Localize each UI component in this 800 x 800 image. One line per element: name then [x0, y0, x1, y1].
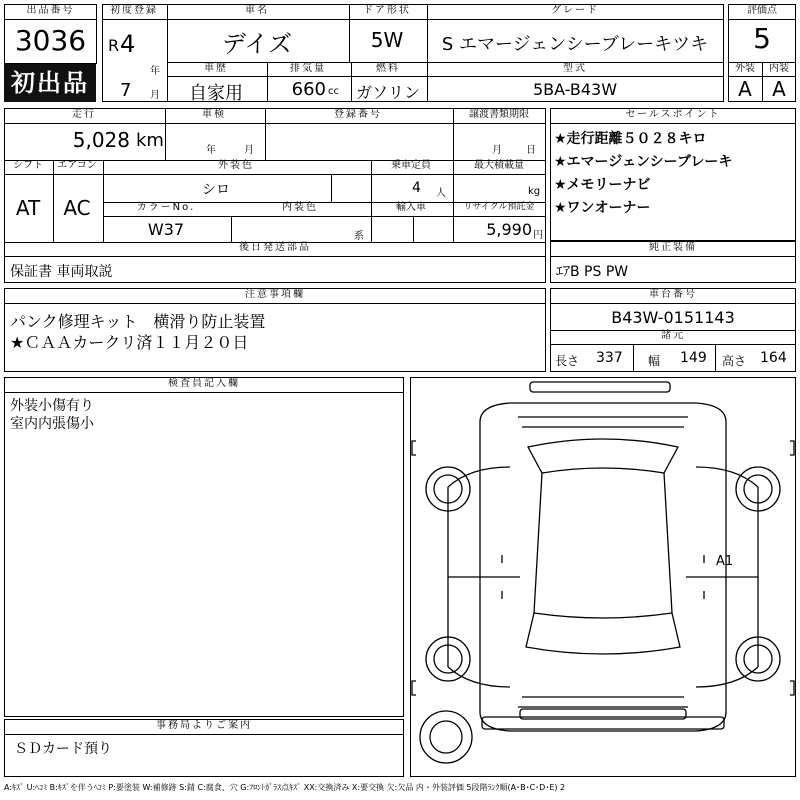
width-label: 幅	[648, 354, 661, 368]
sales-points-label: セールスポイント	[625, 109, 721, 120]
door-type: 5W	[370, 28, 404, 52]
max-load-unit: kg	[528, 186, 541, 197]
capacity-label: 乗車定員	[391, 160, 431, 171]
fuel-value: ガソリン	[355, 83, 420, 102]
legend-text: A:ｷｽﾞ U:ﾍｺﾐ B:ｷｽﾞを伴うﾍｺﾐ P:要塗装 W:補修跡 S:錆 C:腐食、穴 G:ﾌﾛﾝﾄｶﾞﾗｽ点ｷｽﾞ XX:交換済み X:要交換 欠:欠品 内・外装評価 5段階ﾗﾝｸ順(A･B･C･D･E) 2	[4, 783, 566, 792]
era: R	[108, 36, 120, 55]
displacement-unit: cc	[328, 86, 339, 97]
grade-value: S エマージェンシーブレーキツキ	[441, 34, 709, 55]
transfer-day-unit: 日	[526, 145, 536, 156]
later-parts-label: 後日発送部品	[239, 242, 311, 253]
chassis-label: 車台番号	[649, 289, 697, 300]
exterior-label: 外装	[735, 63, 755, 74]
model-label: 型式	[563, 63, 587, 74]
shift-label: シフト	[13, 160, 43, 171]
displacement-label: 排気量	[290, 63, 326, 74]
recycle-unit: 円	[533, 230, 543, 241]
sales-point-item: ★走行距離５０２８キロ	[554, 131, 707, 147]
int-color-label: 内装色	[282, 202, 318, 213]
chassis-value: B43W-0151143	[611, 308, 735, 327]
first-reg-label: 初度登録	[110, 5, 158, 16]
mileage-value: 5,028	[72, 128, 130, 152]
transfer-month-unit: 月	[492, 145, 502, 156]
shift-value: AT	[15, 196, 41, 220]
office-label: 事務局よりご案内	[156, 720, 252, 731]
sales-point-item: ★ワンオーナー	[554, 200, 651, 216]
recycle-label: リサイクル預託金	[463, 202, 535, 212]
dims-label: 諸元	[661, 330, 685, 341]
mileage-unit: km	[136, 130, 164, 151]
ext-color-label: 外装色	[218, 160, 254, 171]
length-label: 長さ	[555, 354, 580, 368]
later-parts-value: 保証書 車両取説	[10, 264, 113, 280]
notes-line: パンク修理キット 横滑り防止装置	[10, 312, 266, 331]
inspection-label: 車検	[202, 109, 226, 120]
car-name-label: 車名	[245, 5, 269, 16]
notes-label: 注意事項欄	[245, 289, 305, 300]
fuel-label: 燃料	[376, 63, 400, 74]
aircon-label: エアコン	[57, 160, 97, 171]
displacement-value: 660	[291, 79, 326, 100]
damage-mark: A1	[716, 554, 734, 569]
capacity-unit: 人	[436, 188, 446, 199]
transfer-label: 譲渡書類期限	[469, 109, 529, 120]
model-value: 5BA-B43W	[532, 80, 618, 99]
door-label: ドア形状	[363, 5, 411, 16]
registration-label: 登録番号	[334, 109, 382, 120]
reg-year: 4	[120, 30, 136, 58]
score-label: 評価点	[747, 5, 777, 16]
equipment-value: ｴｱB PS PW	[556, 264, 629, 280]
office-value: ＳＤカード預り	[14, 741, 112, 757]
lot-number: 3036	[14, 24, 87, 57]
height-label: 高さ	[722, 354, 747, 368]
history-label: 車歴	[204, 63, 228, 74]
year-unit: 年	[150, 66, 160, 77]
reg-month: 7	[120, 80, 132, 101]
interior-label: 内装	[769, 63, 789, 74]
ext-color-value: シロ	[202, 182, 230, 198]
lot-label: 出品番号	[26, 5, 75, 16]
exterior-score: A	[738, 77, 752, 101]
equipment-label: 純正装備	[649, 242, 697, 253]
height-value: 164	[760, 350, 787, 366]
grade-label: グレード	[551, 5, 599, 16]
length-value: 337	[596, 350, 623, 366]
inspection-month-unit: 月	[244, 145, 254, 156]
notes-line: ★ＣＡＡカークリ済１１月２０日	[10, 333, 249, 352]
aircon-value: AC	[63, 196, 91, 220]
color-no-label: カラーNo.	[136, 202, 196, 213]
max-load-label: 最大積載量	[474, 160, 524, 171]
inspector-line: 外装小傷有り	[10, 398, 94, 414]
sales-point-item: ★メモリーナビ	[554, 177, 651, 193]
recycle-value: 5,990	[486, 220, 532, 239]
inspection-year-unit: 年	[206, 145, 216, 156]
car-name: デイズ	[221, 30, 293, 58]
inspector-label: 検査員記入欄	[168, 378, 240, 389]
int-color-unit: 系	[354, 231, 364, 242]
width-value: 149	[680, 350, 707, 366]
car-diagram	[410, 377, 796, 777]
history-value: 自家用	[189, 83, 243, 104]
color-no-value: W37	[147, 220, 185, 239]
first-listing-badge: 初出品	[4, 64, 96, 102]
interior-score: A	[772, 77, 786, 101]
mileage-label: 走行	[72, 109, 96, 120]
score-value: 5	[753, 22, 771, 55]
inspector-line: 室内内張傷小	[10, 416, 94, 432]
capacity-value: 4	[412, 180, 421, 196]
month-unit: 月	[150, 90, 160, 101]
sales-point-item: ★エマージェンシーブレーキ	[554, 154, 733, 170]
import-label: 輸入車	[396, 202, 426, 213]
